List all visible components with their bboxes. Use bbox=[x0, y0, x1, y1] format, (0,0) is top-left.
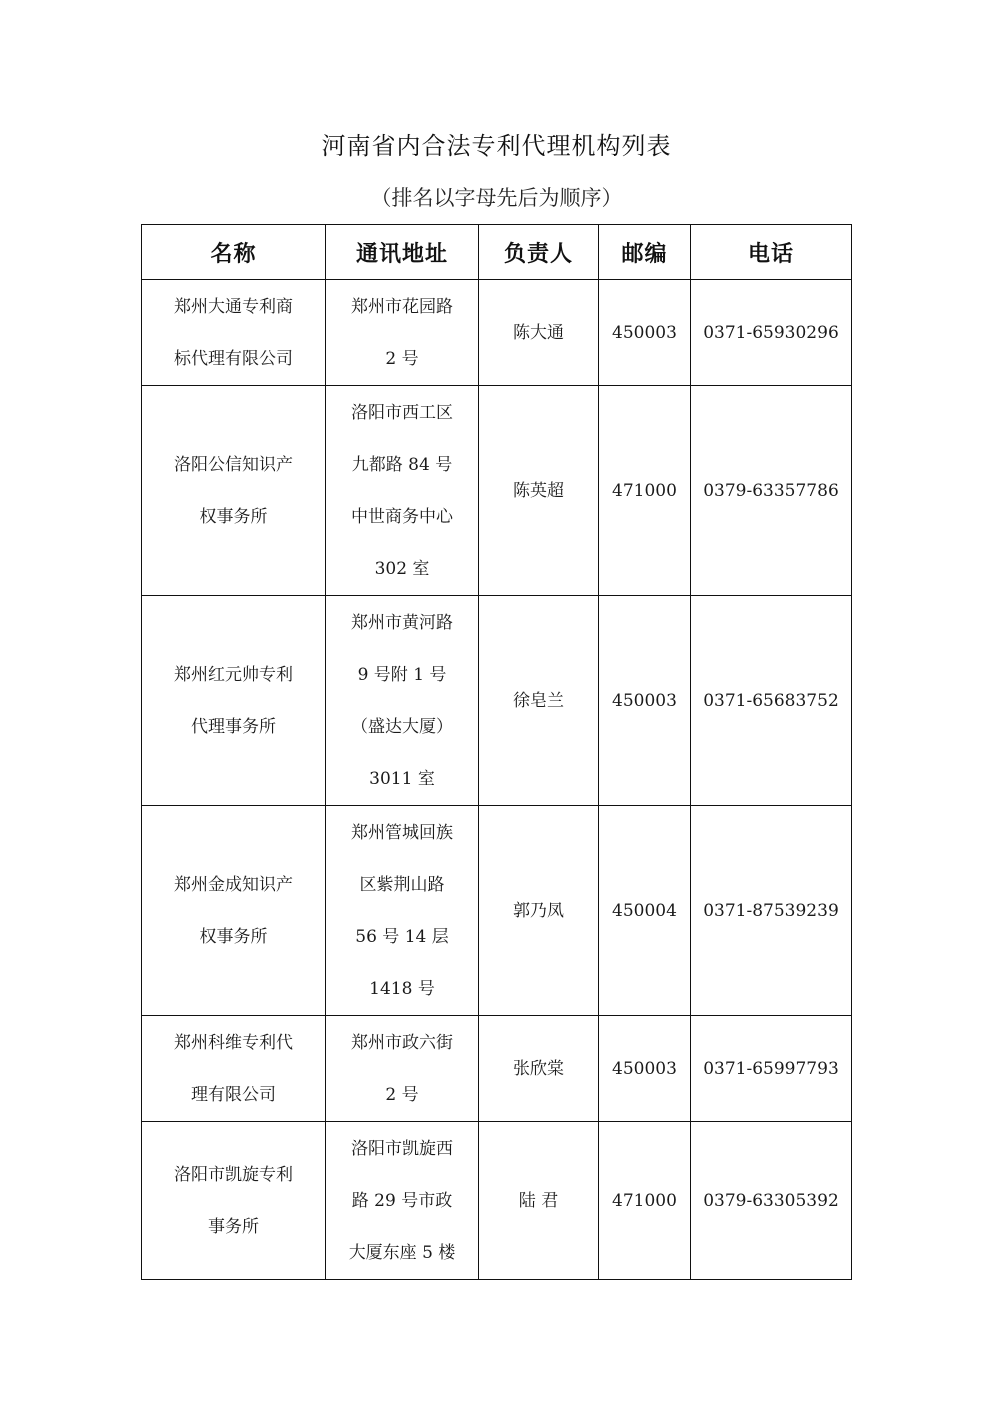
header-person: 负责人 bbox=[479, 225, 599, 280]
agency-postcode: 450003 bbox=[599, 1016, 691, 1122]
agency-address: 洛阳市西工区 九都路 84 号 中世商务中心 302 室 bbox=[326, 386, 479, 596]
agency-phone: 0371-65997793 bbox=[691, 1016, 852, 1122]
table-row bbox=[142, 386, 852, 596]
agency-postcode: 471000 bbox=[599, 386, 691, 596]
agency-person: 陈英超 bbox=[479, 386, 599, 596]
agency-address: 郑州市政六街 2 号 bbox=[326, 1016, 479, 1122]
table-row bbox=[142, 1122, 852, 1280]
agency-address: 郑州市黄河路 9 号附 1 号 （盛达大厦） 3011 室 bbox=[326, 596, 479, 806]
header-address: 通讯地址 bbox=[326, 225, 479, 280]
agency-name: 郑州红元帅专利 代理事务所 bbox=[142, 596, 326, 806]
agency-phone: 0371-65930296 bbox=[691, 280, 852, 386]
page-subtitle: （排名以字母先后为顺序） bbox=[370, 186, 623, 210]
agency-address: 郑州市花园路 2 号 bbox=[326, 280, 479, 386]
agency-phone: 0379-63305392 bbox=[691, 1122, 852, 1280]
agency-address: 洛阳市凯旋西 路 29 号市政 大厦东座 5 楼 bbox=[326, 1122, 479, 1280]
agency-person: 郭乃凤 bbox=[479, 806, 599, 1016]
agency-phone: 0371-65683752 bbox=[691, 596, 852, 806]
agency-table bbox=[141, 224, 852, 1280]
agency-name: 郑州金成知识产 权事务所 bbox=[142, 806, 326, 1016]
agency-phone: 0379-63357786 bbox=[691, 386, 852, 596]
table-row bbox=[142, 806, 852, 1016]
agency-phone: 0371-87539239 bbox=[691, 806, 852, 1016]
agency-postcode: 450003 bbox=[599, 596, 691, 806]
table-row bbox=[142, 280, 852, 386]
agency-person: 张欣棠 bbox=[479, 1016, 599, 1122]
header-postcode: 邮编 bbox=[599, 225, 691, 280]
header-name: 名称 bbox=[142, 225, 326, 280]
agency-postcode: 471000 bbox=[599, 1122, 691, 1280]
agency-postcode: 450004 bbox=[599, 806, 691, 1016]
page-title: 河南省内合法专利代理机构列表 bbox=[321, 132, 672, 160]
header-phone: 电话 bbox=[691, 225, 852, 280]
agency-person: 陆 君 bbox=[479, 1122, 599, 1280]
agency-name: 郑州大通专利商 标代理有限公司 bbox=[142, 280, 326, 386]
table-header-row bbox=[142, 225, 852, 280]
table-row bbox=[142, 1016, 852, 1122]
agency-address: 郑州管城回族 区紫荆山路 56 号 14 层 1418 号 bbox=[326, 806, 479, 1016]
table-row bbox=[142, 596, 852, 806]
agency-person: 徐皂兰 bbox=[479, 596, 599, 806]
agency-person: 陈大通 bbox=[479, 280, 599, 386]
agency-name: 洛阳市凯旋专利 事务所 bbox=[142, 1122, 326, 1280]
agency-name: 郑州科维专利代 理有限公司 bbox=[142, 1016, 326, 1122]
agency-name: 洛阳公信知识产 权事务所 bbox=[142, 386, 326, 596]
agency-postcode: 450003 bbox=[599, 280, 691, 386]
